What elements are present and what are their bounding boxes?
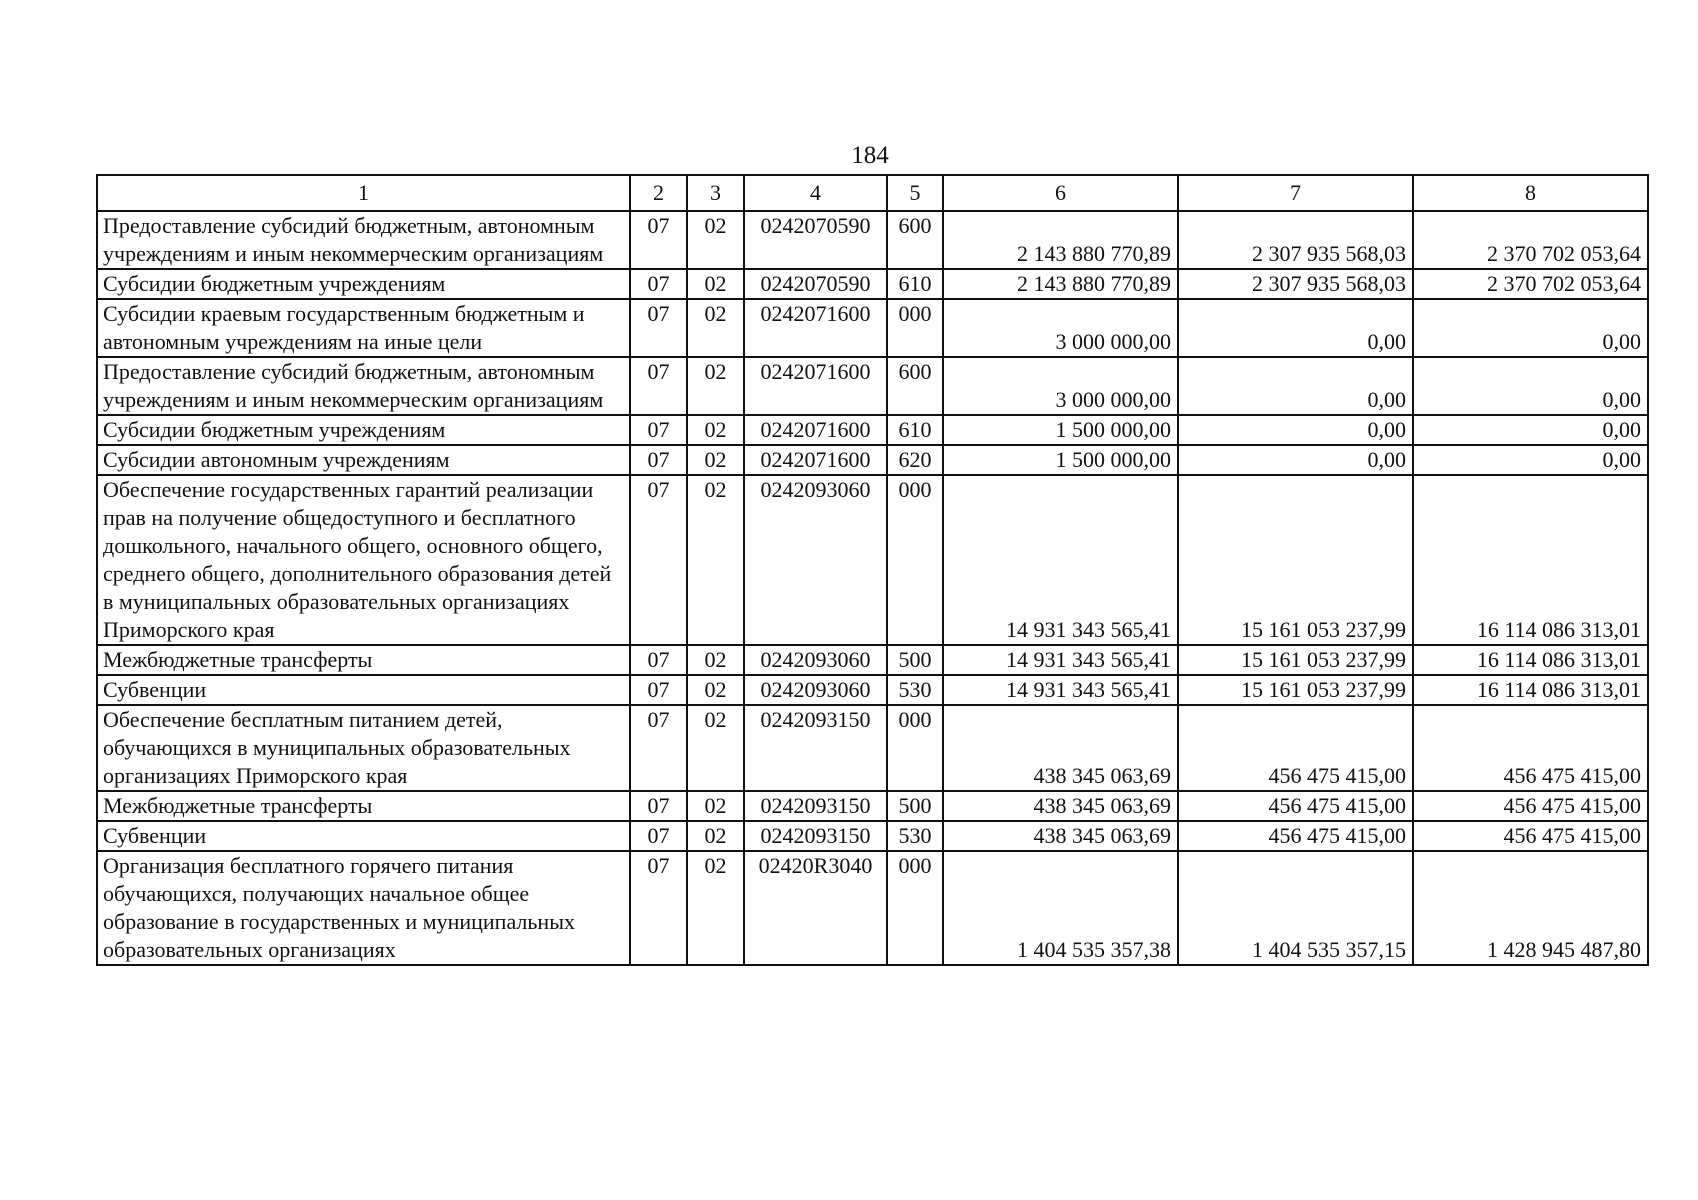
table-row bbox=[97, 475, 1648, 645]
amount-col6-cell: 14 931 343 565,41 bbox=[943, 475, 1178, 645]
amount-col6-cell: 2 143 880 770,89 bbox=[943, 211, 1178, 269]
subsection-code-cell: 02 bbox=[687, 357, 744, 415]
amount-col8-cell: 0,00 bbox=[1413, 299, 1648, 357]
table-row bbox=[97, 269, 1648, 299]
section-code-cell: 07 bbox=[630, 269, 687, 299]
header-cell: 1 bbox=[97, 175, 630, 211]
section-code-cell: 07 bbox=[630, 445, 687, 475]
target-article-code-cell: 0242071600 bbox=[744, 415, 887, 445]
section-code-cell: 07 bbox=[630, 791, 687, 821]
subsection-code-cell: 02 bbox=[687, 821, 744, 851]
amount-col8-cell: 2 370 702 053,64 bbox=[1413, 211, 1648, 269]
amount-col7-cell: 2 307 935 568,03 bbox=[1178, 211, 1413, 269]
table-row bbox=[97, 645, 1648, 675]
expense-type-code-cell: 000 bbox=[887, 299, 943, 357]
expense-type-code-cell: 600 bbox=[887, 211, 943, 269]
header-cell: 8 bbox=[1413, 175, 1648, 211]
row-name-cell: Предоставление субсидий бюджетным, автономным учреждениям и иным некоммерческим организациям bbox=[97, 211, 630, 269]
row-name-cell: Субвенции bbox=[97, 821, 630, 851]
amount-col8-cell: 1 428 945 487,80 bbox=[1413, 851, 1648, 965]
section-code-cell: 07 bbox=[630, 851, 687, 965]
section-code-cell: 07 bbox=[630, 415, 687, 445]
target-article-code-cell: 0242071600 bbox=[744, 445, 887, 475]
target-article-code-cell: 0242093060 bbox=[744, 675, 887, 705]
amount-col8-cell: 2 370 702 053,64 bbox=[1413, 269, 1648, 299]
table-row bbox=[97, 415, 1648, 445]
amount-col8-cell: 16 114 086 313,01 bbox=[1413, 675, 1648, 705]
expense-type-code-cell: 530 bbox=[887, 821, 943, 851]
amount-col7-cell: 15 161 053 237,99 bbox=[1178, 675, 1413, 705]
amount-col6-cell: 3 000 000,00 bbox=[943, 357, 1178, 415]
row-name-cell: Предоставление субсидий бюджетным, автономным учреждениям и иным некоммерческим организациям bbox=[97, 357, 630, 415]
amount-col7-cell: 15 161 053 237,99 bbox=[1178, 475, 1413, 645]
section-code-cell: 07 bbox=[630, 821, 687, 851]
section-code-cell: 07 bbox=[630, 357, 687, 415]
row-name-cell: Субсидии бюджетным учреждениям bbox=[97, 415, 630, 445]
target-article-code-cell: 0242093060 bbox=[744, 475, 887, 645]
row-name-cell: Организация бесплатного горячего питания обучающихся, получающих начальное общее образование в государственных и муниципальных образовательных организациях bbox=[97, 851, 630, 965]
expense-type-code-cell: 000 bbox=[887, 705, 943, 791]
amount-col6-cell: 1 500 000,00 bbox=[943, 415, 1178, 445]
amount-col6-cell: 1 500 000,00 bbox=[943, 445, 1178, 475]
subsection-code-cell: 02 bbox=[687, 475, 744, 645]
row-name-cell: Межбюджетные трансферты bbox=[97, 791, 630, 821]
row-name-cell: Субсидии краевым государственным бюджетным и автономным учреждениям на иные цели bbox=[97, 299, 630, 357]
expense-type-code-cell: 610 bbox=[887, 269, 943, 299]
section-code-cell: 07 bbox=[630, 211, 687, 269]
header-cell: 2 bbox=[630, 175, 687, 211]
row-name-cell: Субвенции bbox=[97, 675, 630, 705]
target-article-code-cell: 0242093150 bbox=[744, 791, 887, 821]
subsection-code-cell: 02 bbox=[687, 211, 744, 269]
table-row bbox=[97, 299, 1648, 357]
target-article-code-cell: 0242070590 bbox=[744, 211, 887, 269]
amount-col7-cell: 0,00 bbox=[1178, 445, 1413, 475]
amount-col7-cell: 2 307 935 568,03 bbox=[1178, 269, 1413, 299]
amount-col8-cell: 16 114 086 313,01 bbox=[1413, 645, 1648, 675]
amount-col8-cell: 456 475 415,00 bbox=[1413, 821, 1648, 851]
amount-col8-cell: 456 475 415,00 bbox=[1413, 705, 1648, 791]
amount-col6-cell: 14 931 343 565,41 bbox=[943, 645, 1178, 675]
table-row bbox=[97, 445, 1648, 475]
amount-col8-cell: 0,00 bbox=[1413, 357, 1648, 415]
expense-type-code-cell: 610 bbox=[887, 415, 943, 445]
table-row bbox=[97, 821, 1648, 851]
table-row bbox=[97, 791, 1648, 821]
table-row bbox=[97, 675, 1648, 705]
section-code-cell: 07 bbox=[630, 299, 687, 357]
table-header-row bbox=[97, 175, 1648, 211]
amount-col7-cell: 456 475 415,00 bbox=[1178, 791, 1413, 821]
amount-col7-cell: 0,00 bbox=[1178, 415, 1413, 445]
section-code-cell: 07 bbox=[630, 705, 687, 791]
row-name-cell: Обеспечение государственных гарантий реализации прав на получение общедоступного и бесплатного дошкольного, начального общего, основного общего, среднего общего, дополнительного образования детей в муниципальных образовательных организациях Приморского края bbox=[97, 475, 630, 645]
target-article-code-cell: 0242093150 bbox=[744, 705, 887, 791]
header-cell: 5 bbox=[887, 175, 943, 211]
amount-col6-cell: 3 000 000,00 bbox=[943, 299, 1178, 357]
target-article-code-cell: 0242070590 bbox=[744, 269, 887, 299]
expense-type-code-cell: 500 bbox=[887, 645, 943, 675]
amount-col7-cell: 456 475 415,00 bbox=[1178, 821, 1413, 851]
expense-type-code-cell: 620 bbox=[887, 445, 943, 475]
row-name-cell: Обеспечение бесплатным питанием детей, обучающихся в муниципальных образовательных организациях Приморского края bbox=[97, 705, 630, 791]
subsection-code-cell: 02 bbox=[687, 645, 744, 675]
amount-col7-cell: 0,00 bbox=[1178, 357, 1413, 415]
subsection-code-cell: 02 bbox=[687, 705, 744, 791]
amount-col6-cell: 438 345 063,69 bbox=[943, 705, 1178, 791]
row-name-cell: Межбюджетные трансферты bbox=[97, 645, 630, 675]
budget-table bbox=[96, 174, 1649, 966]
amount-col6-cell: 14 931 343 565,41 bbox=[943, 675, 1178, 705]
table-row bbox=[97, 705, 1648, 791]
subsection-code-cell: 02 bbox=[687, 675, 744, 705]
section-code-cell: 07 bbox=[630, 475, 687, 645]
subsection-code-cell: 02 bbox=[687, 791, 744, 821]
header-cell: 6 bbox=[943, 175, 1178, 211]
target-article-code-cell: 0242093150 bbox=[744, 821, 887, 851]
expense-type-code-cell: 600 bbox=[887, 357, 943, 415]
section-code-cell: 07 bbox=[630, 675, 687, 705]
row-name-cell: Субсидии автономным учреждениям bbox=[97, 445, 630, 475]
amount-col6-cell: 438 345 063,69 bbox=[943, 821, 1178, 851]
header-cell: 4 bbox=[744, 175, 887, 211]
table-row bbox=[97, 357, 1648, 415]
amount-col8-cell: 0,00 bbox=[1413, 445, 1648, 475]
subsection-code-cell: 02 bbox=[687, 445, 744, 475]
amount-col8-cell: 16 114 086 313,01 bbox=[1413, 475, 1648, 645]
subsection-code-cell: 02 bbox=[687, 299, 744, 357]
page-number: 184 bbox=[851, 142, 889, 169]
table-row bbox=[97, 211, 1648, 269]
row-name-cell: Субсидии бюджетным учреждениям bbox=[97, 269, 630, 299]
amount-col8-cell: 456 475 415,00 bbox=[1413, 791, 1648, 821]
amount-col8-cell: 0,00 bbox=[1413, 415, 1648, 445]
subsection-code-cell: 02 bbox=[687, 269, 744, 299]
subsection-code-cell: 02 bbox=[687, 851, 744, 965]
target-article-code-cell: 0242071600 bbox=[744, 299, 887, 357]
amount-col7-cell: 15 161 053 237,99 bbox=[1178, 645, 1413, 675]
header-cell: 3 bbox=[687, 175, 744, 211]
expense-type-code-cell: 000 bbox=[887, 475, 943, 645]
amount-col6-cell: 1 404 535 357,38 bbox=[943, 851, 1178, 965]
amount-col7-cell: 456 475 415,00 bbox=[1178, 705, 1413, 791]
target-article-code-cell: 0242093060 bbox=[744, 645, 887, 675]
target-article-code-cell: 02420R3040 bbox=[744, 851, 887, 965]
header-cell: 7 bbox=[1178, 175, 1413, 211]
expense-type-code-cell: 000 bbox=[887, 851, 943, 965]
amount-col6-cell: 2 143 880 770,89 bbox=[943, 269, 1178, 299]
section-code-cell: 07 bbox=[630, 645, 687, 675]
expense-type-code-cell: 500 bbox=[887, 791, 943, 821]
amount-col7-cell: 0,00 bbox=[1178, 299, 1413, 357]
target-article-code-cell: 0242071600 bbox=[744, 357, 887, 415]
expense-type-code-cell: 530 bbox=[887, 675, 943, 705]
subsection-code-cell: 02 bbox=[687, 415, 744, 445]
table-row bbox=[97, 851, 1648, 965]
amount-col7-cell: 1 404 535 357,15 bbox=[1178, 851, 1413, 965]
amount-col6-cell: 438 345 063,69 bbox=[943, 791, 1178, 821]
